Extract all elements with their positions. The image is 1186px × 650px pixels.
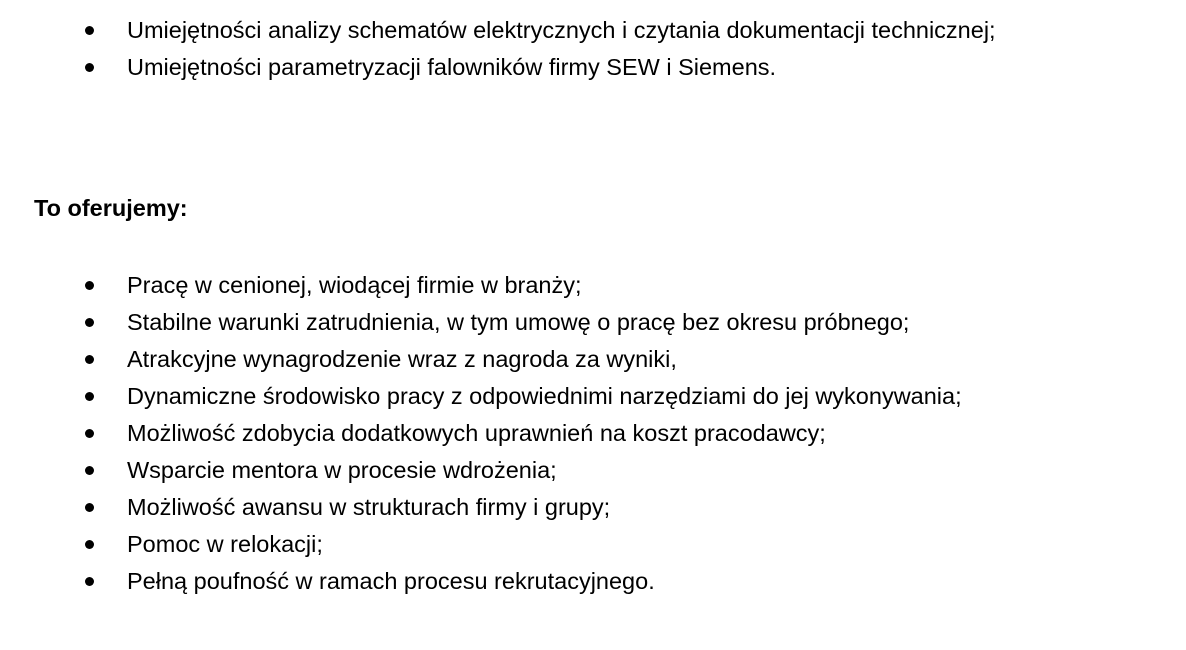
list-item [0, 49, 1186, 86]
list-item-text: Wsparcie mentora w procesie wdrożenia; [127, 457, 557, 483]
list-item-text: Stabilne warunki zatrudnienia, w tym umowę o pracę bez okresu próbnego; [127, 309, 910, 335]
bullet-icon [85, 429, 94, 438]
bullet-icon [85, 577, 94, 586]
list-item-text: Możliwość awansu w strukturach firmy i grupy; [127, 494, 611, 520]
list-item [0, 452, 1186, 489]
list-item-text: Umiejętności analizy schematów elektrycznych i czytania dokumentacji technicznej; [127, 17, 996, 43]
list-item [0, 563, 1186, 600]
bullet-icon [85, 392, 94, 401]
list-item-text: Możliwość zdobycia dodatkowych uprawnień na koszt pracodawcy; [127, 420, 826, 446]
bullet-icon [85, 503, 94, 512]
list-item-text: Atrakcyjne wynagrodzenie wraz z nagroda za wyniki, [127, 346, 677, 372]
bullet-icon [85, 355, 94, 364]
section-heading: To oferujemy: [34, 195, 188, 221]
bullet-icon [85, 281, 94, 290]
list-item-text: Pełną poufność w ramach procesu rekrutacyjnego. [127, 568, 655, 594]
list-item-text: Umiejętności parametryzacji falowników firmy SEW i Siemens. [127, 54, 777, 80]
list-item [0, 341, 1186, 378]
bullet-icon [85, 318, 94, 327]
list-item [0, 415, 1186, 452]
bullet-icon [85, 466, 94, 475]
bullet-icon [85, 63, 94, 72]
skills-list [0, 12, 1186, 86]
list-item-text: Dynamiczne środowisko pracy z odpowiednimi narzędziami do jej wykonywania; [127, 383, 962, 409]
list-item [0, 489, 1186, 526]
bullet-icon [85, 540, 94, 549]
list-item [0, 267, 1186, 304]
list-item [0, 304, 1186, 341]
list-item [0, 378, 1186, 415]
list-item [0, 12, 1186, 49]
list-item-text: Pomoc w relokacji; [127, 531, 323, 557]
list-item-text: Pracę w cenionej, wiodącej firmie w branży; [127, 272, 582, 298]
list-item [0, 526, 1186, 563]
offer-list [0, 267, 1186, 600]
bullet-icon [85, 26, 94, 35]
